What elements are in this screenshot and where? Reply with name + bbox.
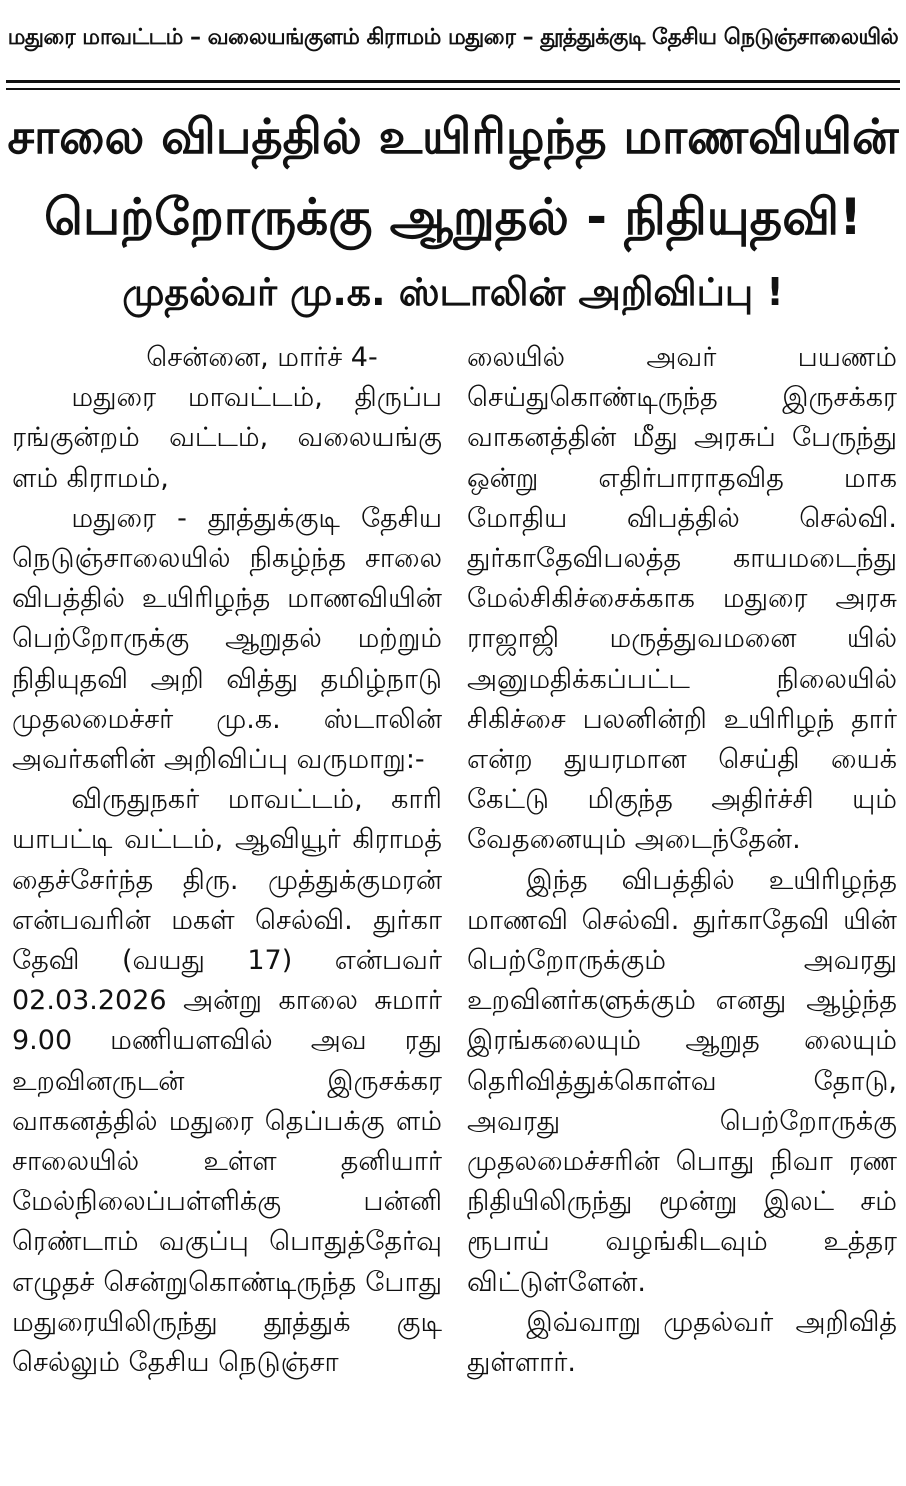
article-paragraph: இந்த விபத்தில் உயிரிழந்த மாணவி செல்வி. துர்காதேவி யின் பெற்றோருக்கும் அவரது உறவினர்களுக்கும் எனது ஆழ்ந்த இரங்கலையும் ஆறுத லையும் தெரிவித்துக்கொள்வ தோடு, அவரது பெற்றோருக்கு முதலமைச்சரின் பொது நிவா ரண நிதியிலிருந்து மூன்று இலட் சம் ரூபாய் வழங்கிடவும் உத்தர விட்டுள்ளேன். — [467, 864, 897, 1298]
kicker-line: மதுரை மாவட்டம் – வலையங்குளம் கிராமம் மதுரை – தூத்துக்குடி தேசிய நெடுஞ்சாலையில் — [8, 25, 898, 50]
subheadline: முதல்வர் மு.க. ஸ்டாலின் அறிவிப்பு ! — [122, 270, 784, 314]
headline-line-1: சாலை விபத்தில் உயிரிழந்த மாணவியின் — [7, 109, 899, 165]
article-paragraph: இவ்வாறு முதல்வர் அறிவித் துள்ளார். — [467, 1306, 897, 1379]
headline-line-2: பெற்றோருக்கு ஆறுதல் - நிதியுதவி! — [44, 188, 862, 246]
dateline: சென்னை, மார்ச் 4- — [146, 342, 378, 373]
article-column-right — [467, 338, 897, 1383]
divider-rule — [6, 80, 900, 83]
divider-rule — [6, 88, 900, 90]
article-column-left — [12, 338, 442, 1383]
article-paragraph: மதுரை - தூத்துக்குடி தேசிய நெடுஞ்சாலையில் நிகழ்ந்த சாலை விபத்தில் உயிரிழந்த மாணவியின் பெற்றோருக்கு ஆறுதல் மற்றும் நிதியுதவி அறி வித்து தமிழ்நாடு முதலமைச்சர் மு.க. ஸ்டாலின் அவர்களின் அறிவிப்பு வருமாறு:- — [12, 502, 442, 776]
article-paragraph: லையில் அவர் பயணம் செய்துகொண்டிருந்த இருசக்கர வாகனத்தின் மீது அரசுப் பேருந்து ஒன்று எதிர்பாராதவித மாக மோதிய விபத்தில் செல்வி. துர்காதேவிபலத்த காயமடைந்து மேல்சிகிச்சைக்காக மதுரை அரசு ராஜாஜி மருத்துவமனை யில் அனுமதிக்கப்பட்ட நிலையில் சிகிச்சை பலனின்றி உயிரிழந் தார் என்ற துயரமான செய்தி யைக் கேட்டு மிகுந்த அதிர்ச்சி யும் வேதனையும் அடைந்தேன். — [467, 342, 897, 856]
article-paragraph: விருதுநகர் மாவட்டம், காரி யாபட்டி வட்டம், ஆவியூர் கிராமத் தைச்சேர்ந்த திரு. முத்துக்குமரன் என்பவரின் மகள் செல்வி. துர்கா தேவி (வயது 17) என்பவர் 02.03.2026 அன்று காலை சுமார் 9.00 மணியளவில் அவ ரது உறவினருடன் இருசக்கர வாகனத்தில் மதுரை தெப்பக்கு ளம் சாலையில் உள்ள தனியார் மேல்நிலைப்பள்ளிக்கு பன்னி ரெண்டாம் வகுப்பு பொதுத்தேர்வு எழுதச் சென்றுகொண்டிருந்த போது மதுரையிலிருந்து தூத்துக் குடி செல்லும் தேசிய நெடுஞ்சா — [12, 784, 442, 1379]
article-paragraph: மதுரை மாவட்டம், திருப்ப ரங்குன்றம் வட்டம், வலையங்கு ளம் கிராமம், — [12, 382, 442, 494]
